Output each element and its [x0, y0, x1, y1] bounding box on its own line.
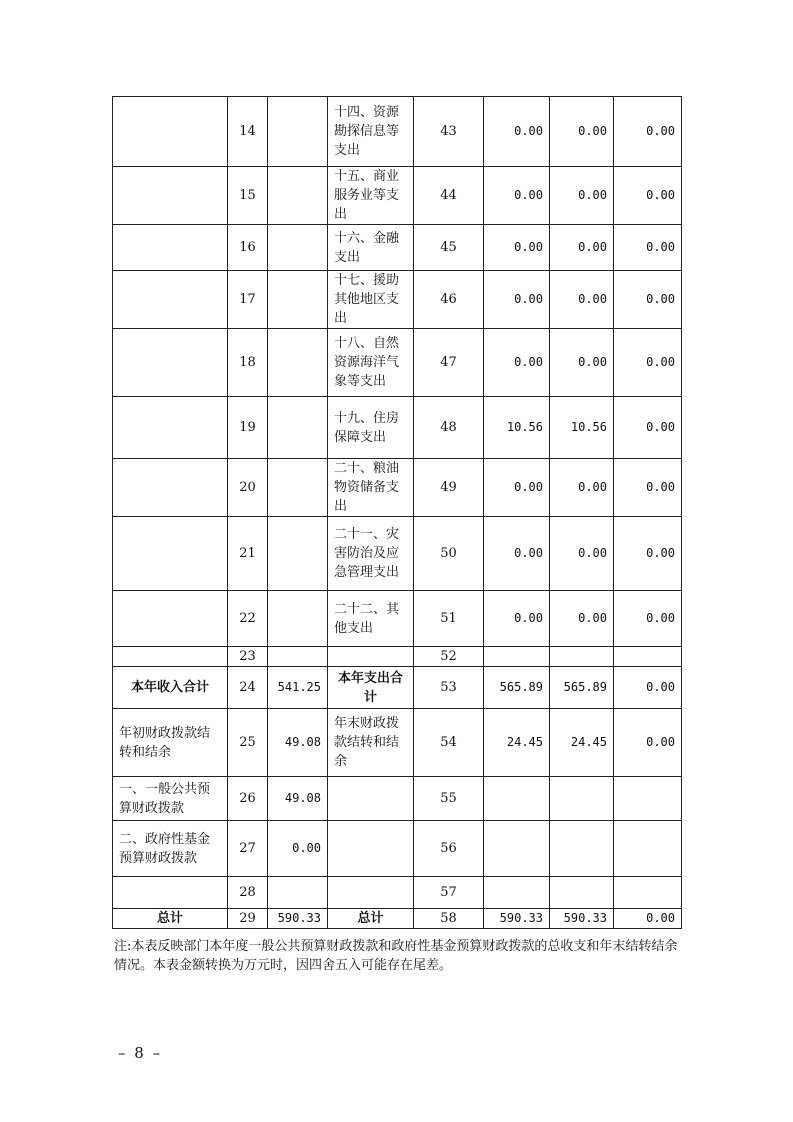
general-budget-cell: 0.00 — [550, 329, 614, 397]
income-amount-cell — [268, 271, 328, 329]
expense-item-cell: 二十、粮油物资储备支出 — [328, 459, 414, 517]
expense-row-number-cell: 52 — [414, 647, 484, 667]
expense-total-cell: 0.00 — [484, 591, 550, 647]
expense-row-number-cell: 58 — [414, 909, 484, 929]
government-fund-cell — [614, 877, 682, 909]
income-amount-cell — [268, 591, 328, 647]
government-fund-cell — [614, 821, 682, 877]
income-amount-cell: 0.00 — [268, 821, 328, 877]
income-amount-cell: 541.25 — [268, 667, 328, 709]
general-budget-cell — [550, 647, 614, 667]
government-fund-cell — [614, 777, 682, 821]
table-row — [113, 777, 682, 821]
income-amount-cell: 49.08 — [268, 709, 328, 777]
expense-row-number-cell: 55 — [414, 777, 484, 821]
expense-total-cell: 0.00 — [484, 225, 550, 271]
income-amount-cell — [268, 225, 328, 271]
expense-item-cell: 十九、住房保障支出 — [328, 397, 414, 459]
general-budget-cell: 0.00 — [550, 97, 614, 167]
expense-row-number-cell: 50 — [414, 517, 484, 591]
income-amount-cell — [268, 329, 328, 397]
expense-row-number-cell: 53 — [414, 667, 484, 709]
income-amount-cell — [268, 647, 328, 667]
income-item-cell: 本年收入合计 — [113, 667, 228, 709]
expense-item-cell: 十八、自然资源海洋气象等支出 — [328, 329, 414, 397]
general-budget-cell: 24.45 — [550, 709, 614, 777]
government-fund-cell: 0.00 — [614, 667, 682, 709]
expense-row-number-cell: 51 — [414, 591, 484, 647]
table-row — [113, 709, 682, 777]
expense-total-cell: 0.00 — [484, 97, 550, 167]
table-row — [113, 821, 682, 877]
income-item-cell — [113, 517, 228, 591]
expense-total-cell — [484, 877, 550, 909]
government-fund-cell: 0.00 — [614, 397, 682, 459]
income-item-cell — [113, 397, 228, 459]
table-row — [113, 667, 682, 709]
income-amount-cell: 590.33 — [268, 909, 328, 929]
expense-total-cell: 565.89 — [484, 667, 550, 709]
government-fund-cell: 0.00 — [614, 97, 682, 167]
income-row-number-cell: 27 — [228, 821, 268, 877]
table-row — [113, 591, 682, 647]
income-item-cell: 一、一般公共预算财政拨款 — [113, 777, 228, 821]
expense-total-cell: 10.56 — [484, 397, 550, 459]
expense-item-cell: 十六、金融支出 — [328, 225, 414, 271]
income-item-cell — [113, 877, 228, 909]
income-item-cell — [113, 329, 228, 397]
expense-item-cell — [328, 821, 414, 877]
general-budget-cell — [550, 821, 614, 877]
expense-total-cell: 24.45 — [484, 709, 550, 777]
income-row-number-cell: 29 — [228, 909, 268, 929]
expense-row-number-cell: 56 — [414, 821, 484, 877]
table-row — [113, 909, 682, 929]
general-budget-cell: 565.89 — [550, 667, 614, 709]
expense-total-cell — [484, 821, 550, 877]
income-amount-cell — [268, 459, 328, 517]
general-budget-cell: 0.00 — [550, 167, 614, 225]
expense-total-cell: 0.00 — [484, 517, 550, 591]
income-row-number-cell: 23 — [228, 647, 268, 667]
expense-item-cell: 总计 — [328, 909, 414, 929]
general-budget-cell — [550, 777, 614, 821]
general-budget-cell: 0.00 — [550, 591, 614, 647]
income-row-number-cell: 28 — [228, 877, 268, 909]
expense-row-number-cell: 48 — [414, 397, 484, 459]
expense-item-cell: 年末财政拨款结转和结余 — [328, 709, 414, 777]
government-fund-cell: 0.00 — [614, 329, 682, 397]
expense-item-cell: 十五、商业服务业等支出 — [328, 167, 414, 225]
income-item-cell — [113, 97, 228, 167]
government-fund-cell: 0.00 — [614, 167, 682, 225]
income-row-number-cell: 24 — [228, 667, 268, 709]
general-budget-cell — [550, 877, 614, 909]
table-row — [113, 397, 682, 459]
expense-total-cell: 0.00 — [484, 459, 550, 517]
income-row-number-cell: 14 — [228, 97, 268, 167]
income-row-number-cell: 25 — [228, 709, 268, 777]
expense-item-cell: 十七、援助其他地区支出 — [328, 271, 414, 329]
expense-item-cell — [328, 647, 414, 667]
government-fund-cell — [614, 647, 682, 667]
income-item-cell: 二、政府性基金预算财政拨款 — [113, 821, 228, 877]
table-row — [113, 329, 682, 397]
government-fund-cell: 0.00 — [614, 517, 682, 591]
expense-row-number-cell: 43 — [414, 97, 484, 167]
income-row-number-cell: 20 — [228, 459, 268, 517]
income-row-number-cell: 16 — [228, 225, 268, 271]
income-item-cell — [113, 647, 228, 667]
income-amount-cell — [268, 517, 328, 591]
table-row — [113, 647, 682, 667]
table-row — [113, 225, 682, 271]
general-budget-cell: 0.00 — [550, 225, 614, 271]
income-amount-cell — [268, 97, 328, 167]
table-note: 注:本表反映部门本年度一般公共预算财政拨款和政府性基金预算财政拨款的总收支和年末结转结余情况。本表金额转换为万元时，因四舍五入可能存在尾差。 — [114, 939, 678, 973]
expense-item-cell: 二十二、其他支出 — [328, 591, 414, 647]
income-item-cell — [113, 225, 228, 271]
income-item-cell: 总计 — [113, 909, 228, 929]
income-amount-cell — [268, 877, 328, 909]
expense-total-cell — [484, 777, 550, 821]
government-fund-cell: 0.00 — [614, 591, 682, 647]
expense-total-cell: 0.00 — [484, 167, 550, 225]
income-item-cell — [113, 167, 228, 225]
expense-total-cell: 0.00 — [484, 329, 550, 397]
expense-row-number-cell: 45 — [414, 225, 484, 271]
income-row-number-cell: 21 — [228, 517, 268, 591]
government-fund-cell: 0.00 — [614, 709, 682, 777]
expense-row-number-cell: 46 — [414, 271, 484, 329]
government-fund-cell: 0.00 — [614, 271, 682, 329]
expense-row-number-cell: 44 — [414, 167, 484, 225]
expense-row-number-cell: 57 — [414, 877, 484, 909]
income-item-cell — [113, 459, 228, 517]
table-row — [113, 877, 682, 909]
income-row-number-cell: 19 — [228, 397, 268, 459]
general-budget-cell: 0.00 — [550, 517, 614, 591]
general-budget-cell: 590.33 — [550, 909, 614, 929]
table-row — [113, 271, 682, 329]
expense-row-number-cell: 47 — [414, 329, 484, 397]
table-row — [113, 167, 682, 225]
budget-table — [112, 96, 682, 929]
income-row-number-cell: 15 — [228, 167, 268, 225]
income-row-number-cell: 26 — [228, 777, 268, 821]
expense-row-number-cell: 54 — [414, 709, 484, 777]
income-item-cell — [113, 591, 228, 647]
general-budget-cell: 0.00 — [550, 459, 614, 517]
income-row-number-cell: 17 — [228, 271, 268, 329]
income-amount-cell — [268, 167, 328, 225]
expense-total-cell: 0.00 — [484, 271, 550, 329]
expense-total-cell: 590.33 — [484, 909, 550, 929]
table-row — [113, 97, 682, 167]
general-budget-cell: 10.56 — [550, 397, 614, 459]
income-amount-cell — [268, 397, 328, 459]
government-fund-cell: 0.00 — [614, 225, 682, 271]
expense-item-cell — [328, 877, 414, 909]
income-row-number-cell: 22 — [228, 591, 268, 647]
government-fund-cell: 0.00 — [614, 909, 682, 929]
page-number: – 8 – — [118, 1044, 163, 1062]
table-row — [113, 517, 682, 591]
income-item-cell — [113, 271, 228, 329]
income-amount-cell: 49.08 — [268, 777, 328, 821]
expense-row-number-cell: 49 — [414, 459, 484, 517]
income-row-number-cell: 18 — [228, 329, 268, 397]
table-row — [113, 459, 682, 517]
income-item-cell: 年初财政拨款结转和结余 — [113, 709, 228, 777]
general-budget-cell: 0.00 — [550, 271, 614, 329]
government-fund-cell: 0.00 — [614, 459, 682, 517]
expense-item-cell: 本年支出合计 — [328, 667, 414, 709]
expense-total-cell — [484, 647, 550, 667]
expense-item-cell: 二十一、灾害防治及应急管理支出 — [328, 517, 414, 591]
expense-item-cell: 十四、资源勘探信息等支出 — [328, 97, 414, 167]
expense-item-cell — [328, 777, 414, 821]
